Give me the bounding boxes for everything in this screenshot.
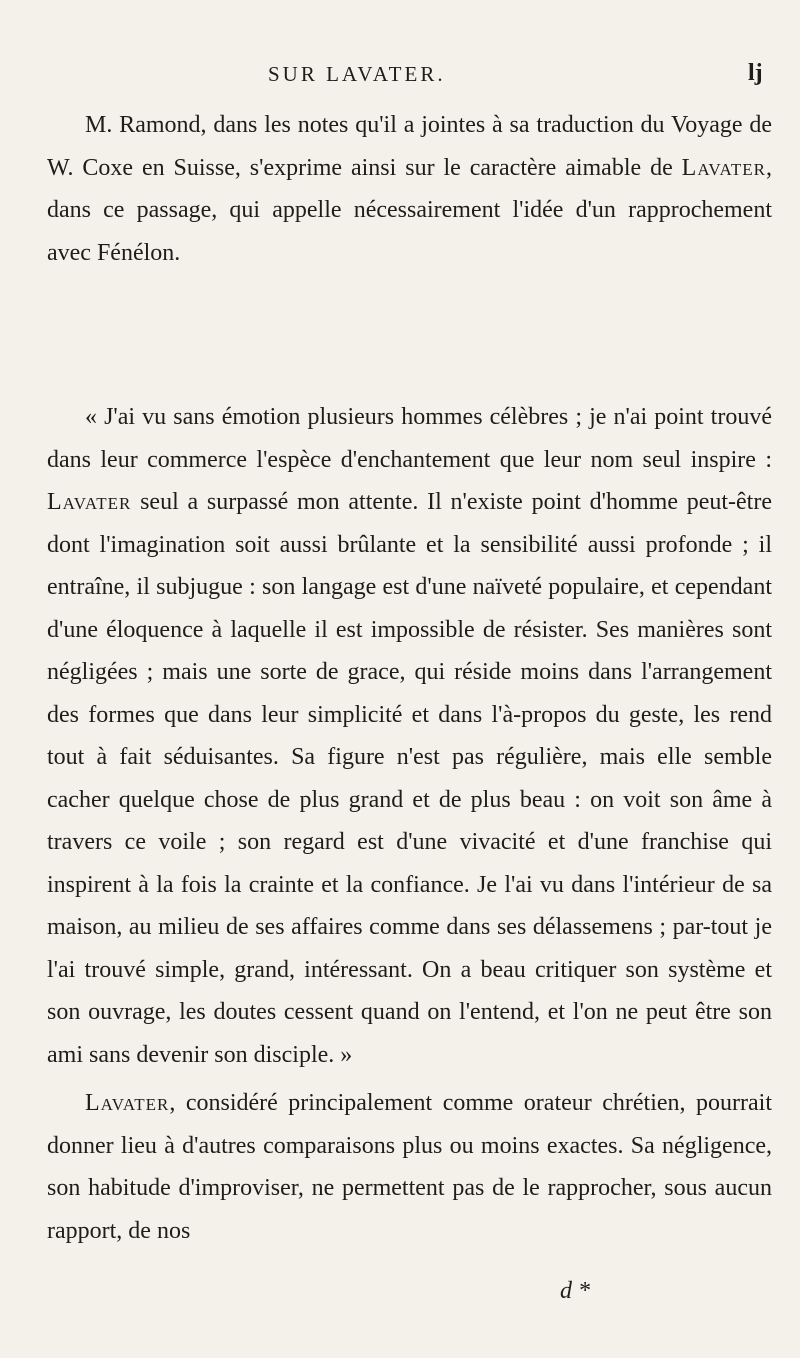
page-number: lj <box>748 60 763 86</box>
paragraph-ramond-intro <box>47 104 772 274</box>
name-lavater: Lavater <box>47 489 132 515</box>
paragraph-text: « J'ai vu sans émotion plusieurs hommes célèbres ; je n'ai point trouvé dans leur commerce l'espèce d'enchantement que leur nom seul inspire : <box>47 404 772 473</box>
name-lavater: Lavater <box>681 154 766 181</box>
name-lavater: Lavater <box>85 1090 170 1116</box>
paragraph-quotation <box>47 396 772 1076</box>
paragraph-text: seul a surpassé mon attente. Il n'existe point d'homme peut-être dont l'imagination soit aussi brûlante et la sensibilité aussi profonde ; il entraîne, il subjugue : son langage est d'une naïveté populaire, et cependant d'une éloquence à laquelle il est impossible de résister. Ses manières sont négligées ; mais une sorte de grace, qui réside moins dans l'arrangement des formes que dans leur simplicité et dans l'à-propos du geste, les rend tout à fait séduisantes. Sa figure n'est pas régulière, mais elle semble cacher quelque chose de plus grand et de plus beau : on voit son âme à travers ce voile ; son regard est d'une vivacité et d'une franchise qui inspirent à la fois la crainte et la confiance. Je l'ai vu dans l'intérieur de sa maison, au milieu de ses affaires comme dans ses délassemens ; par-tout je l'ai trouvé simple, grand, intéressant. On a beau critiquer son système et son ouvrage, les doutes cessent quand on l'entend, et l'on ne peut être son ami sans devenir son disciple. » <box>47 489 772 1068</box>
paragraph-text: , dans ce passage, qui appelle nécessairement l'idée d'un rapprochement avec Fénélon. <box>47 154 772 266</box>
paragraph-orator <box>47 1082 772 1252</box>
paragraph-text: , considéré principalement comme orateur chrétien, pourrait donner lieu à d'autres comparaisons plus ou moins exactes. Sa négligence, son habitude d'improviser, ne permettent pas de le rapprocher, sous aucun rapport, de nos <box>47 1090 772 1244</box>
page-header <box>0 62 800 102</box>
running-head: SUR LAVATER. <box>268 62 446 86</box>
signature-mark: d * <box>560 1278 590 1304</box>
paragraph-text: M. Ramond, dans les notes qu'il a jointes à sa traduction du Voyage de W. Coxe en Suisse, s'exprime ainsi sur le caractère aimable de <box>47 112 772 181</box>
